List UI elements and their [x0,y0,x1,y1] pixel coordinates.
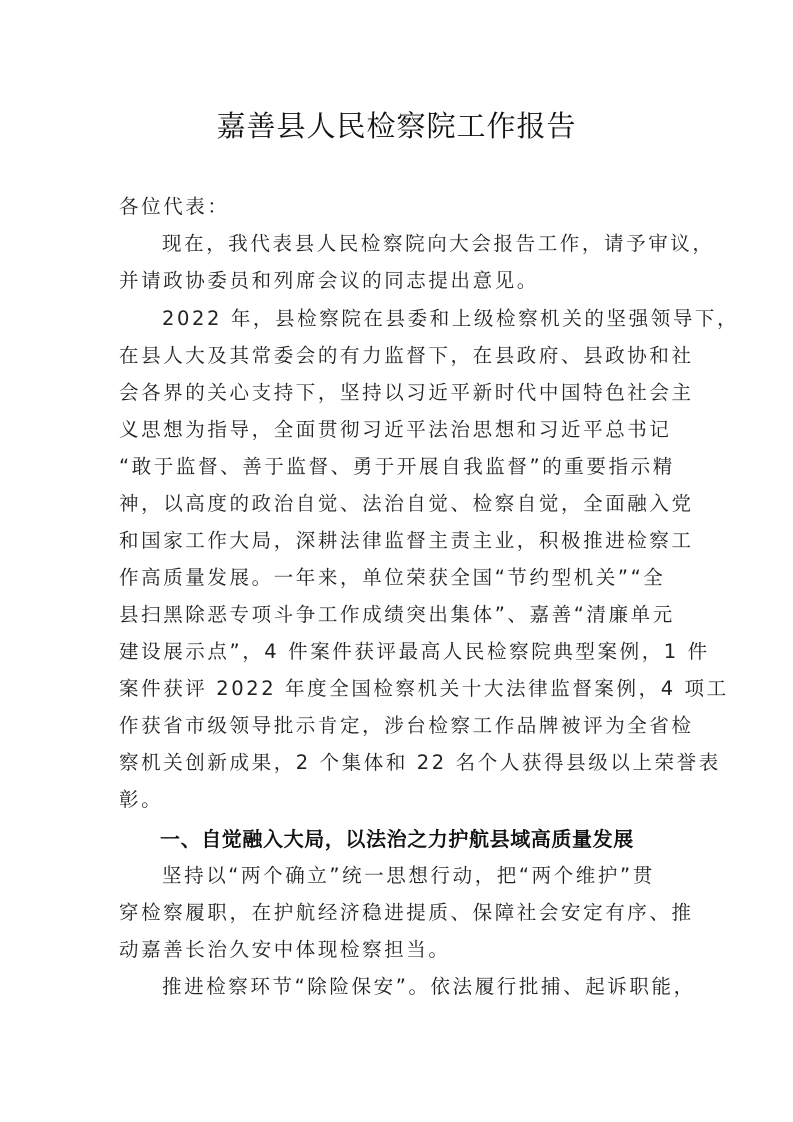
salutation: 各位代表： [119,195,230,218]
paragraph-line: “敢于监督、善于监督、勇于开展自我监督”的重要指示精 [119,455,675,478]
document-title: 嘉善县人民检察院工作报告 [216,109,577,143]
paragraph-line: 坚持以“两个确立”统一思想行动，把“两个维护”贯 [162,864,655,887]
paragraph-line: 动嘉善长治久安中体现检察担当。 [119,938,451,961]
paragraph-line: 会各界的关心支持下，坚持以习近平新时代中国特色社会主 [119,381,694,404]
paragraph-line: 并请政协委员和列席会议的同志提出意见。 [119,269,539,292]
paragraph-line: 推进检察环节“除险保安”。依法履行批捕、起诉职能， [162,975,696,998]
paragraph-line: 作获省市级领导批示肯定，涉台检察工作品牌被评为全省检 [119,714,694,737]
paragraph-line: 穿检察履职，在护航经济稳进提质、保障社会安定有序、推 [119,901,694,924]
paragraph-line: 2022 年，县检察院在县委和上级检察机关的坚强领导下， [162,307,740,330]
paragraph-line: 现在，我代表县人民检察院向大会报告工作，请予审议， [162,232,715,255]
paragraph-line: 案件获评 2022 年度全国检察机关十大法律监督案例，4 项工 [119,677,729,700]
paragraph-line: 作高质量发展。一年来，单位荣获全国“节约型机关”“全 [119,566,666,589]
paragraph-line: 彰。 [119,788,164,811]
paragraph-line: 在县人大及其常委会的有力监督下，在县政府、县政协和社 [119,344,694,367]
paragraph-line: 察机关创新成果，2 个集体和 22 名个人获得县级以上荣誉表 [119,751,721,774]
section-heading: 一、自觉融入大局，以法治之力护航县域高质量发展 [160,827,634,851]
paragraph-line: 义思想为指导，全面贯彻习近平法治思想和习近平总书记 [119,418,672,441]
paragraph-line: 和国家工作大局，深耕法律监督主责主业，积极推进检察工 [119,529,694,552]
paragraph-line: 县扫黑除恶专项斗争工作成绩突出集体”、嘉善“清廉单元 [119,603,675,626]
paragraph-line: 建设展示点”，4 件案件获评最高人民检察院典型案例，1 件 [119,640,710,663]
paragraph-line: 神，以高度的政治自觉、法治自觉、检察自觉，全面融入党 [119,492,694,515]
